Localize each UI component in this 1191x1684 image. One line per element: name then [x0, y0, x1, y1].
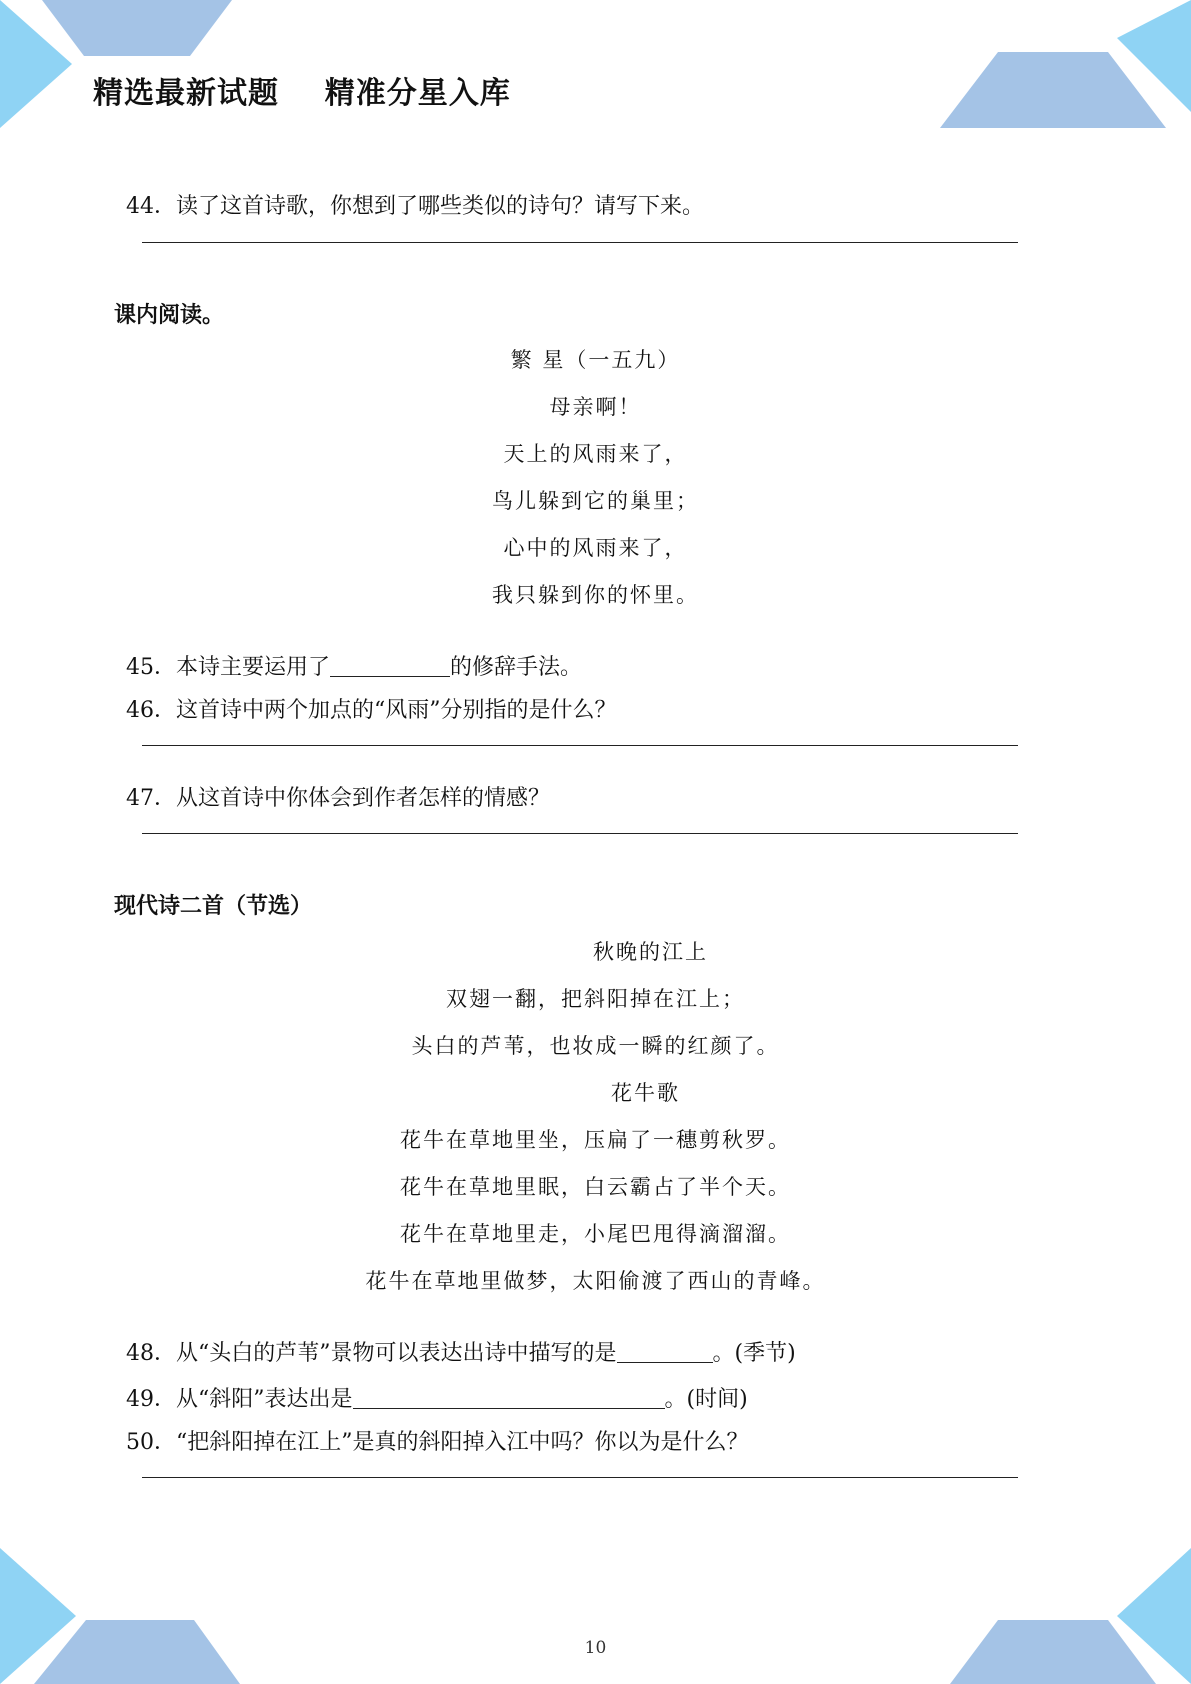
- question-46: [112, 678, 617, 722]
- poem-line: 花牛在草地里做梦，太阳偷渡了西山的青峰。: [365, 1269, 826, 1293]
- poem-line: 双翅一翻，把斜阳掉在江上；: [446, 987, 745, 1011]
- question-text-before: 从“斜阳”表达出是: [176, 1387, 353, 1412]
- question-number: 49．: [126, 1387, 176, 1412]
- poem-line: 头白的芦苇，也妆成一瞬的红颜了。: [411, 1034, 780, 1058]
- question-48: [112, 1318, 796, 1365]
- poem-title: 秋晚的江上: [593, 940, 708, 964]
- question-number: 44．: [126, 194, 176, 219]
- question-number: 46．: [126, 698, 176, 723]
- question-number: 47．: [126, 786, 176, 811]
- poem-line: 花牛在草地里走，小尾巴甩得滴溜溜。: [400, 1222, 791, 1246]
- bottom-right-triangle: [1117, 1548, 1191, 1684]
- question-text-before: 本诗主要运用了: [176, 655, 331, 680]
- answer-line-44[interactable]: [142, 242, 1018, 243]
- top-right-trapezoid: [940, 52, 1166, 128]
- poem-line: 鸟儿躲到它的巢里；: [492, 489, 699, 513]
- poem-title: 花牛歌: [611, 1081, 680, 1105]
- question-text-after: 。(季节): [712, 1341, 796, 1366]
- poem-line: 心中的风雨来了，: [503, 536, 688, 560]
- question-text-after: 。(时间): [664, 1387, 748, 1412]
- question-44: [112, 174, 704, 218]
- question-49: [112, 1364, 748, 1411]
- question-50: [112, 1410, 749, 1454]
- bottom-left-triangle: [0, 1548, 76, 1684]
- question-number: 45．: [126, 655, 176, 680]
- question-47: [112, 766, 550, 810]
- fill-blank-48[interactable]: [617, 1340, 713, 1363]
- question-text-after: 的修辞手法。: [450, 655, 583, 680]
- question-text: 这首诗中两个加点的“风雨”分别指的是什么？: [176, 698, 617, 723]
- top-right-triangle: [1117, 0, 1191, 112]
- poem-line: 繁 星（一五九）: [510, 348, 681, 372]
- poem-line: 花牛在草地里坐，压扁了一穗剪秋罗。: [400, 1128, 791, 1152]
- fill-blank-49[interactable]: [353, 1386, 665, 1409]
- answer-line-47[interactable]: [142, 833, 1018, 834]
- question-text: 读了这首诗歌，你想到了哪些类似的诗句？请写下来。: [176, 194, 705, 219]
- poem-line: 花牛在草地里眠，白云霸占了半个天。: [400, 1175, 791, 1199]
- poem-line: 天上的风雨来了，: [503, 442, 688, 466]
- top-left-trapezoid: [42, 0, 232, 56]
- question-text: “把斜阳掉在江上”是真的斜阳掉入江中吗？你以为是什么？: [176, 1430, 749, 1455]
- question-text: 从这首诗中你体会到作者怎样的情感？: [176, 786, 551, 811]
- header-title: 精选最新试题 精准分星入库: [93, 76, 511, 111]
- answer-line-46[interactable]: [142, 745, 1018, 746]
- top-left-triangle: [0, 0, 72, 128]
- question-number: 48．: [126, 1341, 176, 1366]
- poem-line: 我只躲到你的怀里。: [492, 583, 699, 607]
- answer-line-50[interactable]: [142, 1477, 1018, 1478]
- question-45: [112, 632, 582, 679]
- question-text-before: 从“头白的芦苇”景物可以表达出诗中描写的是: [176, 1341, 617, 1366]
- page-number: 10: [584, 1638, 607, 1658]
- section-title-1: 课内阅读。: [114, 303, 225, 328]
- poem-line: 母亲啊！: [549, 395, 642, 419]
- question-number: 50．: [126, 1430, 176, 1455]
- section-title-2: 现代诗二首（节选）: [114, 894, 313, 919]
- fill-blank-45[interactable]: [330, 654, 450, 677]
